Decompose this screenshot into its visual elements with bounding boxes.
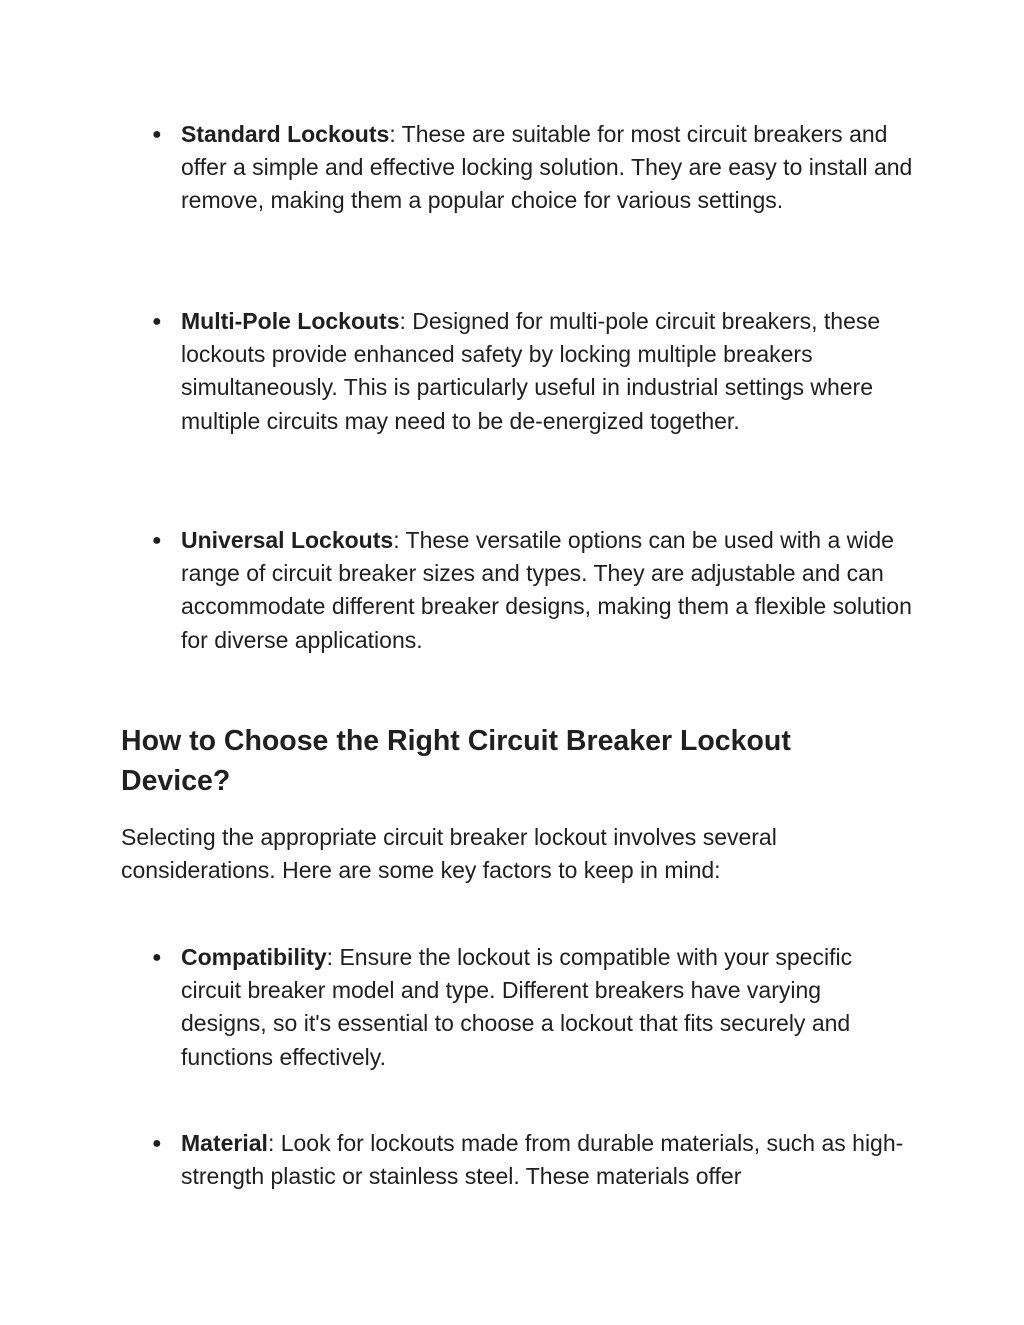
list-item-standard-lockouts bbox=[152, 118, 921, 218]
list-item-universal-lockouts bbox=[152, 524, 916, 657]
lockout-types-list-2 bbox=[152, 305, 912, 438]
list-item-term: Compatibility bbox=[181, 944, 327, 970]
list-item-term: Multi-Pole Lockouts bbox=[181, 308, 400, 334]
factors-list bbox=[152, 941, 912, 1074]
list-item-compatibility bbox=[152, 941, 901, 1074]
list-item-material bbox=[152, 1127, 911, 1193]
list-item-text: : Designed for multi-pole circuit breakers, these lockouts provide enhanced safety by locking multiple breakers simultaneously. This is particularly useful in industrial settings where multiple circuits may need to be de-energized together. bbox=[181, 308, 881, 434]
list-item-text: : Look for lockouts made from durable materials, such as high-strength plastic or stainless steel. These materials offer bbox=[181, 1130, 904, 1190]
lockout-types-list-3 bbox=[152, 524, 912, 657]
list-item-text: : Ensure the lockout is compatible with your specific circuit breaker model and type. Different breakers have varying designs, so it's essential to choose a lockout that fits securely and functions effectively. bbox=[181, 944, 853, 1070]
list-item-text: : These versatile options can be used with a wide range of circuit breaker sizes and types. They are adjustable and can accommodate different breaker designs, making them a flexible solution for diverse applications. bbox=[181, 527, 912, 653]
list-item-text: : These are suitable for most circuit breakers and offer a simple and effective locking solution. They are easy to install and remove, making them a popular choice for various settings. bbox=[181, 121, 913, 214]
lockout-types-list bbox=[152, 118, 912, 218]
list-item-term: Material bbox=[181, 1130, 268, 1156]
list-item-term: Universal Lockouts bbox=[181, 527, 394, 553]
bullet-icon: ● bbox=[152, 949, 162, 966]
bullet-icon: ● bbox=[152, 126, 162, 143]
bullet-icon: ● bbox=[152, 532, 162, 549]
list-item-multi-pole-lockouts bbox=[152, 305, 881, 438]
section-heading: How to Choose the Right Circuit Breaker Lockout Device? bbox=[121, 725, 791, 797]
bullet-icon: ● bbox=[152, 1135, 162, 1152]
factors-list-2 bbox=[152, 1127, 912, 1193]
bullet-icon: ● bbox=[152, 313, 162, 330]
list-item-term: Standard Lockouts bbox=[181, 121, 390, 147]
section-intro-paragraph: Selecting the appropriate circuit breaker lockout involves several considerations. Here are some key factors to keep in mind: bbox=[121, 824, 777, 884]
